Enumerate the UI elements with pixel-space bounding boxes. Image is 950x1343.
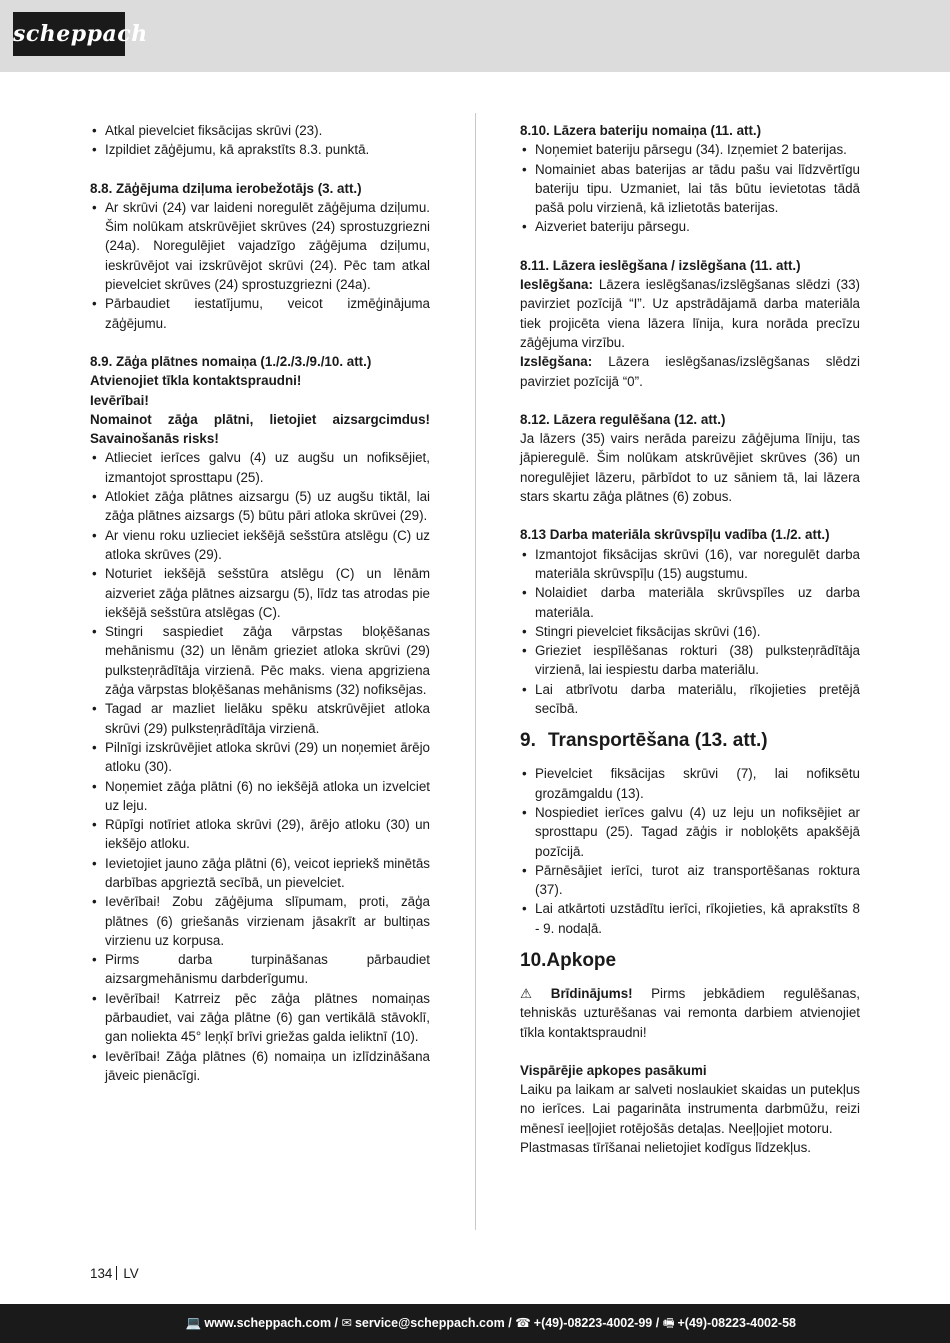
list-item: • Tagad ar mazliet lielāku spēku atskrūvējiet atloka skrūvi (29) pulksteņrādītāja virzienā. <box>90 699 430 738</box>
email-icon: ✉ <box>341 1316 352 1330</box>
list-item: • Pilnīgi izskrūvējiet atloka skrūvi (29) un noņemiet ārējo atloku (30). <box>90 738 430 777</box>
computer-icon: 💻 <box>185 1316 202 1330</box>
warning-label: Brīdinājums! <box>550 985 633 1001</box>
footer-bar <box>0 1304 950 1343</box>
column-divider <box>475 113 476 1230</box>
plastic-cleaning-text: Plastmasas tīrīšanai nelietojiet kodīgus līdzekļus. <box>520 1140 812 1156</box>
list-item: • Ievērībai! Katrreiz pēc zāģa plātnes nomaiņas pārbaudiet, vai zāģa plātne (6) gan vertikālā stāvoklī, gan noliekta 45° leņķī brīvi griežas galda ieliktnī (10). <box>90 989 430 1047</box>
laser-off-paragraph <box>520 352 860 391</box>
list-item: • Izmantojot fiksācijas skrūvi (16), var noregulēt darba materiāla skrūvspīļu (15) augstumu. <box>520 545 860 584</box>
right-column <box>520 121 860 1157</box>
list-item: • Stingri pievelciet fiksācijas skrūvi (16). <box>520 622 860 641</box>
laser-off-label: Izslēgšana: <box>520 354 593 370</box>
general-maintenance-text: Laiku pa laikam ar salveti noslaukiet skaidas un putekļus no ierīces. Lai pagarināta instrumenta darbmūžu, reizi mēnesī ieeļļojiet rotējošās detaļas. Neeļļojiet motoru. <box>520 1082 860 1136</box>
list-item: • Rūpīgi notīriet atloka skrūvi (29), ārējo atloku (30) un iekšējo atloku. <box>90 815 430 854</box>
list-item: • Noturiet iekšējā sešstūra atslēgu (C) un lēnām aizveriet zāģa plātnes aizsargu (5), līdz tas atrodas pie iekšējā sešstūra atslēgas (C). <box>90 564 430 622</box>
list-item: • Ievērībai! Zobu zāģējuma slīpumam, proti, zāģa plātnes (6) griešanās virzienam jāsakrīt ar bultiņas virzienu uz korpusa. <box>90 892 430 950</box>
laser-off-text: Lāzera ieslēgšanas/izslēgšanas slēdzi pavirziet pozīcijā “0”. <box>520 354 860 389</box>
list-item: • Noņemiet zāģa plātni (6) no iekšējā atloka un izvelciet uz leju. <box>90 777 430 816</box>
phone-icon: ☎ <box>515 1316 531 1330</box>
fax-number: +(49)-08223-4002-58 <box>677 1316 796 1330</box>
list-item: • Stingri saspiediet zāģa vārpstas bloķēšanas mehānismu (32) un lēnām grieziet atloka skrūvi (29) pulksteņrādītāja virzienā. Pēc maks. viena apgriziena zāģa vārpstas bloķēšanas mehānisms (32) nofiksējas. <box>90 622 430 699</box>
section-title-text: Transportēšana (13. att.) <box>548 730 768 752</box>
laser-adjust-paragraph: Ja lāzers (35) vairs nerāda pareizu zāģējuma līniju, tas jāpieregulē. Šim nolūkam atskrūvējiet skrūves (36) un noregulējiet lāzeru, pārbīdot to uz sāniem tā, lai lāzera stars skartu zāģa plātnes (6) zobus. <box>520 431 860 505</box>
section-8-9-list <box>90 448 430 1085</box>
language-code: LV <box>123 1266 139 1281</box>
section-title-9 <box>520 728 860 754</box>
list-item: • Lai atkārtoti uzstādītu ierīci, rīkojieties, kā aprakstīts 8 - 9. nodaļā. <box>520 899 860 938</box>
list-item: • Izpildiet zāģējumu, kā aprakstīts 8.3. punktā. <box>90 140 430 159</box>
list-item: • Ar vienu roku uzlieciet iekšējā sešstūra atslēgu (C) uz atloka skrūves (29). <box>90 526 430 565</box>
section-8-13-list <box>520 545 860 719</box>
list-item: • Nospiediet ierīces galvu (4) uz leju un nofiksējiet ar sprosttapu (25). Tagad zāģis ir nobloķēts apakšējā pozīcijā. <box>520 803 860 861</box>
section-8-8-list <box>90 198 430 333</box>
email-link[interactable]: service@scheppach.com / <box>354 1316 512 1330</box>
laser-on-paragraph <box>520 275 860 352</box>
section-heading-8-11: 8.11. Lāzera ieslēgšana / izslēgšana (11. att.) <box>520 257 801 273</box>
list-item: • Nolaidiet darba materiāla skrūvspīles uz darba materiāla. <box>520 583 860 622</box>
contact-line <box>186 1304 796 1343</box>
page-number-value: 134 <box>90 1266 113 1281</box>
section-number: 10. <box>520 949 547 971</box>
fax-icon: 🖷 <box>662 1316 675 1330</box>
warning-icon: ⚠ <box>520 985 547 1001</box>
brand-logo: scheppach <box>13 12 125 56</box>
warning-line: Atvienojiet tīkla kontaktspraudni! <box>90 373 302 389</box>
list-item: • Pārnēsājiet ierīci, turot aiz transportēšanas rokturа (37). <box>520 861 860 900</box>
warning-line: Nomainot zāģa plātni, lietojiet aizsargcimdus! Savainošanās risks! <box>90 411 430 447</box>
list-item: • Atkal pievelciet fiksācijas skrūvi (23). <box>90 121 430 140</box>
list-item: • Ievietojiet jauno zāģa plātni (6), veicot iepriekš minētās darbības apgrieztā secībā, un pievelciet. <box>90 854 430 893</box>
list-item: • Ievērībai! Zāģa plātnes (6) nomaiņa un izlīdzināšana jāveic pienācīgi. <box>90 1047 430 1086</box>
laser-on-label: Ieslēgšana: <box>520 277 593 293</box>
list-item: • Nomainiet abas baterijas ar tādu pašu vai līdzvērtīgu bateriju tipu. Uzmaniet, lai tās būtu ievietotas tādā pašā polu virzienā, kā izlietotās baterijas. <box>520 160 860 218</box>
list-item: • Noņemiet bateriju pārsegu (34). Izņemiet 2 baterijas. <box>520 140 860 159</box>
list-item: • Pirms darba turpināšanas pārbaudiet aizsargmehānismu darbderīgumu. <box>90 950 430 989</box>
list-item: • Atlieciet ierīces galvu (4) uz augšu un nofiksējiet, izmantojot sprosttapu (25). <box>90 448 430 487</box>
section-8-10-list <box>520 140 860 236</box>
left-column <box>90 121 430 1085</box>
section-9-list <box>520 764 860 938</box>
list-item: • Aizveriet bateriju pārsegu. <box>520 217 860 236</box>
phone-number: +(49)-08223-4002-99 / <box>533 1316 660 1330</box>
section-title-text: Apkope <box>546 949 617 971</box>
maintenance-warning <box>520 984 860 1042</box>
warning-line: Ievērībai! <box>90 392 149 408</box>
section-heading-8-10: 8.10. Lāzera bateriju nomaiņa (11. att.) <box>520 123 762 138</box>
page-number-separator <box>116 1266 117 1280</box>
list-item: • Pievelciet fiksācijas skrūvi (7), lai nofiksētu grozāmgaldu (13). <box>520 764 860 803</box>
page-number <box>90 1265 139 1283</box>
section-number: 9. <box>520 730 536 752</box>
warning-text: Pirms jebkādiem regulēšanas, tehniskās uzturēšanas vai remonta darbiem atvienojiet tīkla kontaktspraudni! <box>520 985 860 1040</box>
section-heading-8-9: 8.9. Zāģa plātnes nomaiņa (1./2./3./9./10. att.) <box>90 353 372 369</box>
section-heading-8-12: 8.12. Lāzera regulēšana (12. att.) <box>520 411 726 427</box>
general-maintenance-heading: Vispārējie apkopes pasākumi <box>520 1062 707 1078</box>
intro-list <box>90 121 430 160</box>
list-item: • Pārbaudiet iestatījumu, veicot izmēģinājuma zāģējumu. <box>90 294 430 333</box>
section-title-10 <box>520 948 860 974</box>
list-item: • Atlokiet zāģa plātnes aizsargu (5) uz augšu tiktāl, lai zāģa plātnes aizsargs (5) būtu pāri atloka skrūvei (29). <box>90 487 430 526</box>
list-item: • Lai atbrīvotu darba materiālu, rīkojieties pretējā secībā. <box>520 680 860 719</box>
laser-on-text: Lāzera ieslēgšanas/izslēgšanas slēdzi (33) pavirziet pozīcijā “I”. Uz apstrādājamā darba materiāla tiek projicēta viena lāzera līnija, kura norāda precīzu zāģējuma virzību. <box>520 277 860 350</box>
section-heading-8-13: 8.13 Darba materiāla skrūvspīļu vadība (1./2. att.) <box>520 527 830 543</box>
website-link[interactable]: www.scheppach.com / <box>204 1316 339 1330</box>
list-item: • Ar skrūvi (24) var laideni noregulēt zāģējuma dziļumu. Šim nolūkam atskrūvējiet skrūves (24) sprostuzgriezni (24a). Noregulējiet vajadzīgo zāģējuma dziļumu, ieskrūvējot vai izskrūvējot skrūvi (24). Pēc tam atkal pievelciet skrūves (24) sprostuzgriezni (24a). <box>90 198 430 294</box>
list-item: • Grieziet iespīlēšanas rokturi (38) pulksteņrādītāja virzienā, lai iespiestu darba materiālu. <box>520 641 860 680</box>
section-heading-8-8: 8.8. Zāģējuma dziļuma ierobežotājs (3. att.) <box>90 180 362 196</box>
